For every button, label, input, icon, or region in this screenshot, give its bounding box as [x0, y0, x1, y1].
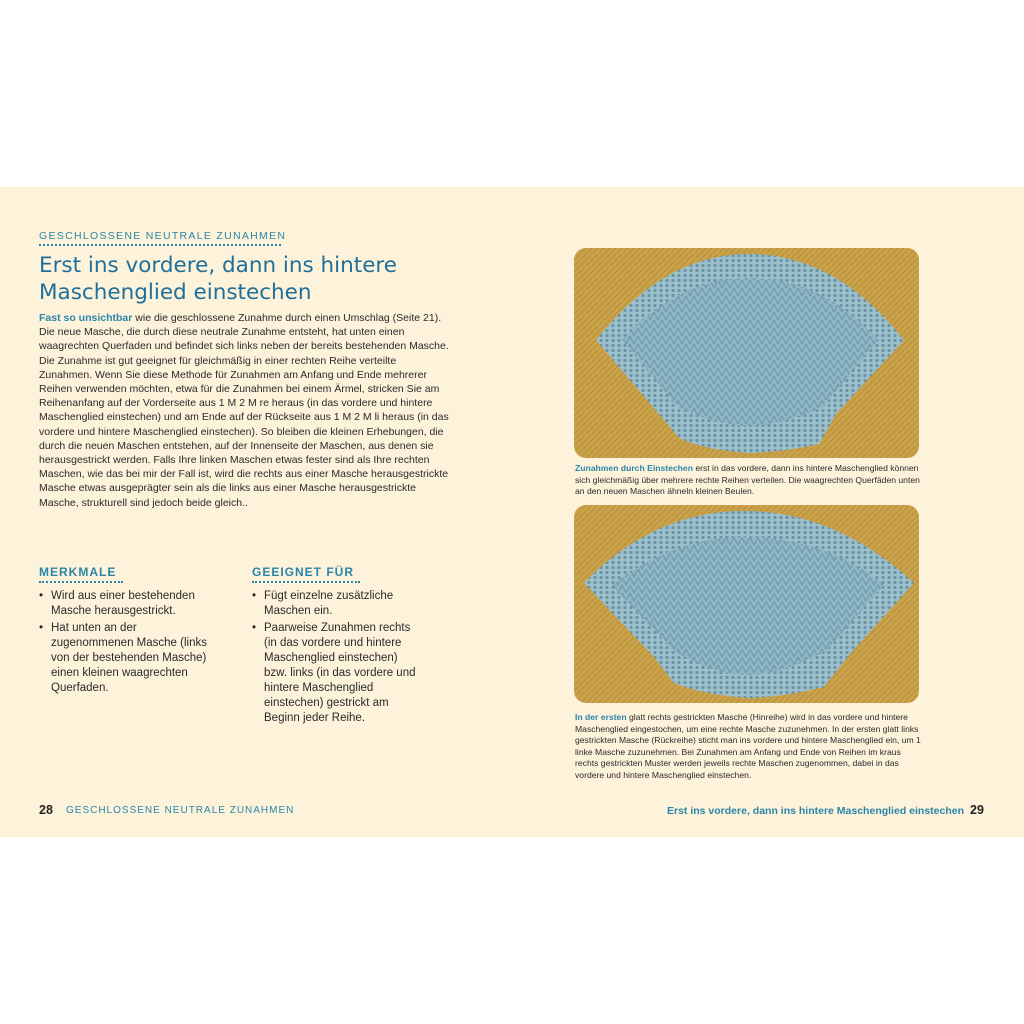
section-label: GESCHLOSSENE NEUTRALE ZUNAHMEN	[39, 230, 287, 242]
page-title	[39, 252, 519, 306]
caption-1-text: erst in das vordere, dann ins hintere Maschenglied können sich gleichmäßig über mehrere rechte Reihen verteilen. Die waagrechten Querfäden unten an den neuen Maschen ähneln kleinen Beulen.	[575, 463, 920, 496]
section-label-underline	[39, 244, 281, 246]
knit-swatch-photo-2	[574, 505, 919, 703]
merkmale-underline	[39, 581, 123, 583]
geeignet-underline	[252, 581, 360, 583]
photo-caption-2	[575, 712, 921, 781]
body-paragraph	[39, 311, 451, 510]
running-head-right: Erst ins vordere, dann ins hintere Maschenglied einstechen	[667, 805, 964, 817]
body-text: wie die geschlossene Zunahme durch einen Umschlag (Seite 21). Die neue Masche, die durch diese neutrale Zunahme entsteht, hat unten einen waagrechten Querfaden und befindet sich links neben der bereits bestehenden Masche. Die Zunahme ist gut geeignet für gleichmäßig in einer rechten Reihe verteilte Zunahmen. Wenn Sie diese Methode für Zunahmen am Anfang und Ende mehrerer Reihen verwenden möchten, etwa für die Zunahmen bei einem Ärmel, stricken Sie am Reihenanfang auf der Vorderseite aus 1 M 2 M re heraus (in das vordere und hintere Maschenglied einstechen) und am Ende auf der Rückseite aus 1 M 2 M li heraus (in das vordere und hintere Maschenglied einstechen). So bleiben die kleinen Erhebungen, die durch die neuen Maschen entstehen, auf der Innenseite der Maschen, aus denen sie herausgestrickt werden. Falls Ihre linken Maschen etwas fester sind als Ihre rechten Maschen, wie das bei mir der Fall ist, wird die rechts aus einer Masche herausgestrickte Masche etwas ausgeprägter sein als die links aus einer Masche herausgestrickte Masche, strukturell sind jedoch beide gleich..	[39, 312, 449, 509]
caption-2-lead-in: In der ersten	[575, 712, 627, 722]
body-lead-in: Fast so unsichtbar	[39, 312, 133, 324]
geeignet-item: • Paarweise Zunahmen rechts (in das vordere und hintere Maschenglied einstechen) bzw. links (in das vordere und hintere Maschenglied einstechen) gestrickt am Beginn jeder Reihe.	[252, 621, 417, 726]
geeignet-heading: GEEIGNET FÜR	[252, 565, 355, 579]
page-number-left: 28	[39, 803, 53, 817]
page-number-right: 29	[970, 803, 984, 817]
running-head-left: GESCHLOSSENE NEUTRALE ZUNAHMEN	[66, 805, 295, 816]
merkmale-item: • Hat unten an der zugenommenen Masche (links von der bestehenden Masche) einen kleinen waagrechten Querfaden.	[39, 621, 214, 696]
caption-1-lead-in: Zunahmen durch Einstechen	[575, 463, 693, 473]
geeignet-list	[252, 589, 417, 728]
merkmale-list	[39, 589, 214, 698]
page-title-line-2: Maschenglied einstechen	[39, 280, 312, 305]
merkmale-heading: MERKMALE	[39, 565, 117, 579]
knit-swatch-photo-1	[574, 248, 919, 458]
photo-caption-1	[575, 463, 921, 498]
merkmale-item: • Wird aus einer bestehenden Masche herausgestrickt.	[39, 589, 214, 619]
geeignet-item: • Fügt einzelne zusätzliche Maschen ein.	[252, 589, 417, 619]
page-title-line-1: Erst ins vordere, dann ins hintere	[39, 253, 398, 278]
caption-2-text: glatt rechts gestrickten Masche (Hinreihe) wird in das vordere und hintere Maschenglied eingestochen, um eine rechte Masche zuzunehmen. In der ersten glatt links gestrickten Masche (Rückreihe) sticht man ins vordere und hintere Maschenglied ein, um 1 linke Masche zuzunehmen. Bei Zunahmen am Anfang und Ende von Reihen im kraus rechts gestrickten Muster werden jeweils rechte Maschen zugenommen, dabei in das vordere und hintere Maschenglied einstechen.	[575, 712, 921, 780]
